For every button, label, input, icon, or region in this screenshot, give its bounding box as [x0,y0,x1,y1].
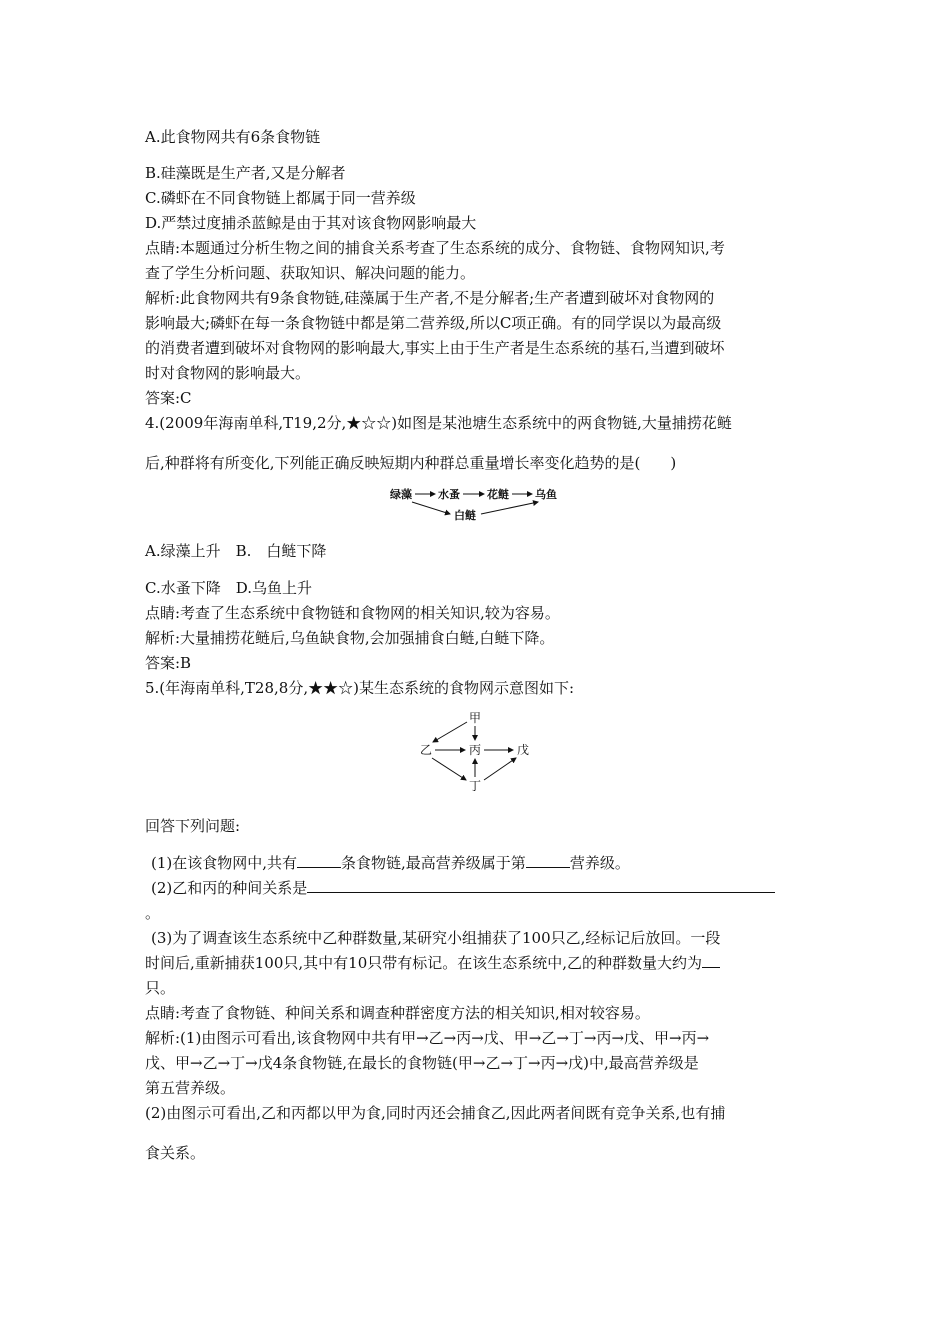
arrow-jia-yi [433,722,467,742]
answer-blank-species-relation[interactable] [307,878,775,893]
arrow-lvzao-bailian [412,502,450,514]
q5-jiexi-part2-cont: 食关系。 [145,1144,206,1162]
q5-jiexi: 解析:(1)由图示可看出,该食物网中共有甲→乙→丙→戊、甲→乙→丁→丙→戊、甲→丙→ [145,1029,710,1047]
q5-sub3-unit: 只。 [145,979,176,997]
q3-answer: 答案:C [145,389,192,407]
q5-sub1-text-a: (1)在该食物网中,共有 [151,854,298,872]
q5-sub3: (3)为了调查该生态系统中乙种群数量,某研究小组捕获了100只乙,经标记后放回。一段 [151,929,721,947]
node-wu: 戊 [517,743,530,757]
node-hualian: 花鲢 [487,488,509,501]
node-wuyu: 乌鱼 [535,488,557,501]
q3-jiexi-cont-1: 影响最大;磷虾在每一条食物链中都是第二营养级,所以C项正确。有的同学误以为最高级 [145,314,722,332]
q4-jiexi: 解析:大量捕捞花鲢后,乌鱼缺食物,会加强捕食白鲢,白鲢下降。 [145,629,555,647]
q3-option-c: C.磷虾在不同食物链上都属于同一营养级 [145,189,416,207]
node-jia: 甲 [469,711,482,725]
q3-dianjing-cont: 查了学生分析问题、获取知识、解决问题的能力。 [145,264,476,282]
q5-sub2-end: 。 [145,904,161,922]
q5-sub3-text: 时间后,重新捕获100只,其中有10只带有标记。在该生态系统中,乙的种群数量大约为 [145,954,703,972]
q5-sub1-text-c: 营养级。 [569,854,630,872]
q4-options-cd: C.水蚤下降 D.乌鱼上升 [145,579,312,597]
node-bing: 丙 [469,743,482,757]
q3-dianjing: 点睛:本题通过分析生物之间的捕食关系考查了生态系统的成分、食物链、食物网知识,考 [145,239,725,257]
q5-jiexi-cont-2: 第五营养级。 [145,1079,236,1097]
q5-food-web-diagram [418,708,538,796]
q4-dianjing: 点睛:考查了生态系统中食物链和食物网的相关知识,较为容易。 [145,604,560,622]
q5-stem: 5.(年海南单科,T28,8分,★★☆)某生态系统的食物网示意图如下: [145,679,575,697]
q3-option-d: D.严禁过度捕杀蓝鲸是由于其对该食物网影响最大 [145,214,477,232]
node-lvzao: 绿藻 [390,488,412,501]
q3-jiexi-cont-2: 的消费者遭到破坏对食物网的影响最大,事实上由于生产者是生态系统的基石,当遭到破坏 [145,339,725,357]
arrow-yi-ding [432,758,466,780]
q5-jiexi-part2: (2)由图示可看出,乙和丙都以甲为食,同时丙还会捕食乙,因此两者间既有竞争关系,也有捕 [145,1104,726,1122]
q3-jiexi-cont-3: 时对食物网的影响最大。 [145,364,311,382]
q5-sub2 [151,878,775,898]
answer-blank-population[interactable] [702,953,720,968]
q4-food-chain-diagram [388,483,568,523]
q4-stem: 4.(2009年海南单科,T19,2分,★☆☆)如图是某池塘生态系统中的两食物链,大量捕捞花鲢 [145,414,732,432]
q3-option-a: A.此食物网共有6条食物链 [145,128,321,146]
answer-blank-chain-count[interactable] [297,853,341,868]
answer-blank-trophic-level[interactable] [526,853,570,868]
q5-dianjing: 点睛:考查了食物链、种间关系和调查种群密度方法的相关知识,相对较容易。 [145,1004,650,1022]
q5-prompt: 回答下列问题: [145,817,241,835]
q3-option-b: B.硅藻既是生产者,又是分解者 [145,164,346,182]
node-bailian: 白鲢 [454,509,476,522]
arrow-bailian-wuyu [481,502,538,514]
q3-jiexi: 解析:此食物网共有9条食物链,硅藻属于生产者,不是分解者;生产者遭到破坏对食物网的 [145,289,715,307]
q4-stem-cont: 后,种群将有所变化,下列能正确反映短期内种群总重量增长率变化趋势的是( ) [145,454,677,472]
q5-sub1 [151,853,630,873]
q4-options-ab: A.绿藻上升 B. 白鲢下降 [145,542,327,560]
node-yi: 乙 [420,743,433,757]
q5-sub3-cont [145,953,720,973]
arrow-ding-wu [484,758,516,780]
q4-answer: 答案:B [145,654,192,672]
q5-jiexi-cont-1: 戊、甲→乙→丁→戊4条食物链,在最长的食物链(甲→乙→丁→丙→戊)中,最高营养级是 [145,1054,699,1072]
q5-sub1-text-b: 条食物链,最高营养级属于第 [341,854,526,872]
q5-sub2-text: (2)乙和丙的种间关系是 [151,879,308,897]
node-ding: 丁 [469,779,482,793]
node-shuizao: 水蚤 [438,488,460,501]
